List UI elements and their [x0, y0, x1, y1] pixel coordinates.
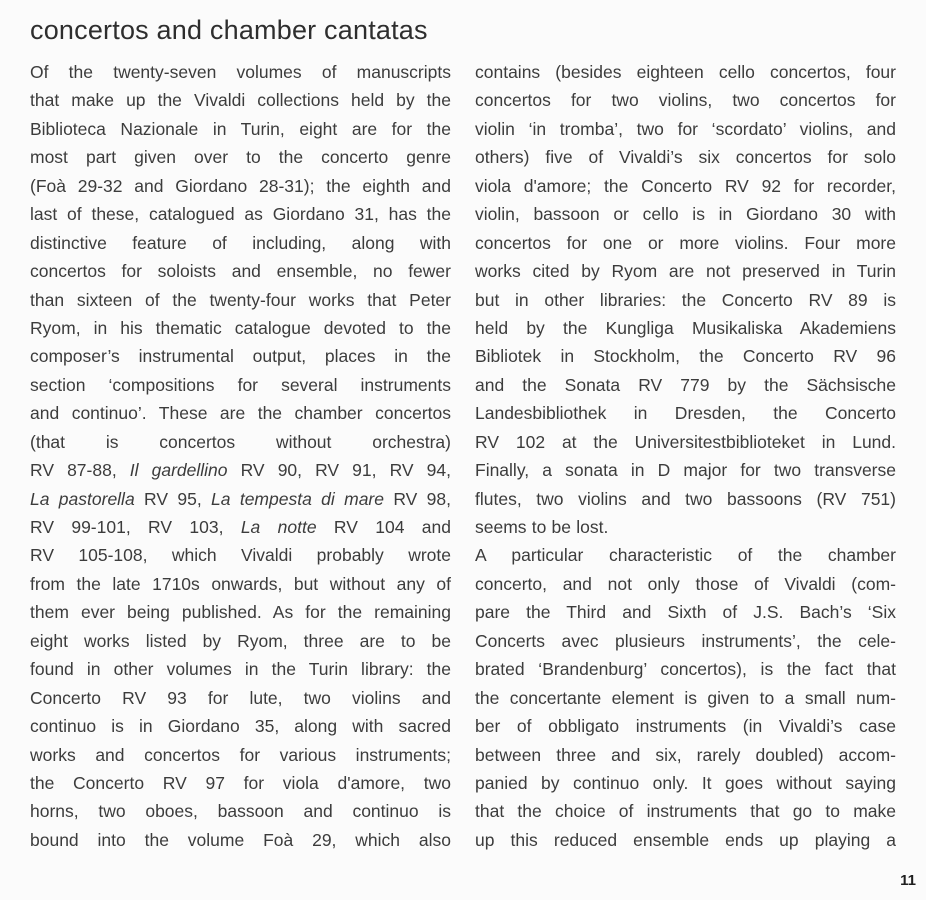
text-line: them ever being published. As for the remaining	[30, 602, 451, 623]
text-line: Finally, a sonata in D major for two transverse	[475, 460, 896, 481]
text-line: and the Sonata RV 779 by the Sächsische	[475, 374, 896, 395]
text-line: panied by continuo only. It goes without saying	[475, 772, 896, 793]
text-line: that the choice of instruments that go to make	[475, 801, 896, 822]
text-line: RV 105-108, which Vivaldi probably wrote	[30, 545, 451, 566]
text-line: distinctive feature of including, along with	[30, 232, 451, 253]
text-line: concertos for soloists and ensemble, no fewer	[30, 261, 451, 282]
text-line: pare the Third and Sixth of J.S. Bach’s ‘Six	[475, 602, 896, 623]
text-line: Concerto RV 93 for lute, two violins and	[30, 687, 451, 708]
text-line: RV 102 at the Universitestbiblioteket in Lund.	[475, 431, 896, 452]
text-line: composer’s instrumental output, places in the	[30, 346, 451, 367]
text-line: viola d'amore; the Concerto RV 92 for recorder,	[475, 175, 896, 196]
text-line: (that is concertos without orchestra)	[30, 431, 451, 452]
text-line: horns, two oboes, bassoon and continuo is	[30, 801, 451, 822]
text-line: and continuo’. These are the chamber concertos	[30, 403, 451, 424]
text-line: (Foà 29-32 and Giordano 28-31); the eighth and	[30, 175, 451, 196]
text-line: concertos for one or more violins. Four more	[475, 232, 896, 253]
text-line: works cited by Ryom are not preserved in Turin	[475, 261, 896, 282]
text-line: than sixteen of the twenty-four works that Peter	[30, 289, 451, 310]
text-line: concertos for two violins, two concertos for	[475, 90, 896, 111]
text-line: others) five of Vivaldi’s six concertos for solo	[475, 147, 896, 168]
text-line: bound into the volume Foà 29, which also	[30, 829, 451, 850]
text-line: continuo is in Giordano 35, along with sacred	[30, 716, 451, 737]
text-line: contains (besides eighteen cello concertos, four	[475, 62, 896, 82]
text-line: eight works listed by Ryom, three are to be	[30, 630, 451, 651]
text-line: RV 99-101, RV 103, La notte RV 104 and	[30, 517, 451, 537]
text-line: that make up the Vivaldi collections held by the	[30, 90, 451, 111]
text-line: works and concertos for various instruments;	[30, 744, 451, 765]
text-line: from the late 1710s onwards, but without any of	[30, 573, 451, 594]
text-line: Ryom, in his thematic catalogue devoted to the	[30, 317, 451, 338]
text-line: but in other libraries: the Concerto RV 89 is	[475, 289, 896, 310]
text-line: Landesbibliothek in Dresden, the Concerto	[475, 403, 896, 424]
text-line: found in other volumes in the Turin library: the	[30, 659, 451, 680]
text-line: La pastorella RV 95, La tempesta di mare RV 98,	[30, 488, 451, 509]
text-line: A particular characteristic of the chamber	[475, 545, 896, 566]
text-column-left	[30, 58, 451, 854]
text-line: up this reduced ensemble ends up playing a	[475, 829, 896, 850]
text-line: concerto, and not only those of Vivaldi (com-	[475, 573, 896, 594]
text-line: flutes, two violins and two bassoons (RV 751)	[475, 488, 896, 509]
text-line: Bibliotek in Stockholm, the Concerto RV 96	[475, 346, 896, 367]
page-title: concertos and chamber cantatas	[30, 15, 428, 45]
text-line: most part given over to the concerto genre	[30, 147, 451, 168]
text-line: violin, bassoon or cello is in Giordano 30 with	[475, 204, 896, 225]
text-line: the Concerto RV 97 for viola d'amore, two	[30, 772, 451, 793]
text-line: Of the twenty-seven volumes of manuscripts	[30, 62, 451, 82]
text-line: brated ‘Brandenburg’ concertos), is the fact that	[475, 659, 896, 680]
text-line: held by the Kungliga Musikaliska Akademiens	[475, 317, 896, 338]
text-line: the concertante element is given to a small num-	[475, 687, 896, 708]
text-line: between three and six, rarely doubled) accom-	[475, 744, 896, 765]
text-line: Biblioteca Nazionale in Turin, eight are for the	[30, 118, 451, 139]
text-column-right	[475, 58, 896, 854]
text-line: ber of obbligato instruments (in Vivaldi’s case	[475, 716, 896, 737]
text-line: Concerts avec plusieurs instruments’, the cele-	[475, 630, 896, 651]
page-number: 11	[900, 872, 916, 889]
text-line: RV 87-88, Il gardellino RV 90, RV 91, RV 94,	[30, 460, 451, 481]
text-line: last of these, catalogued as Giordano 31, has the	[30, 204, 451, 225]
text-line: seems to be lost.	[475, 517, 609, 537]
text-line: violin ‘in tromba’, two for ‘scordato’ violins, and	[475, 118, 896, 139]
text-line: section ‘compositions for several instruments	[30, 374, 451, 395]
